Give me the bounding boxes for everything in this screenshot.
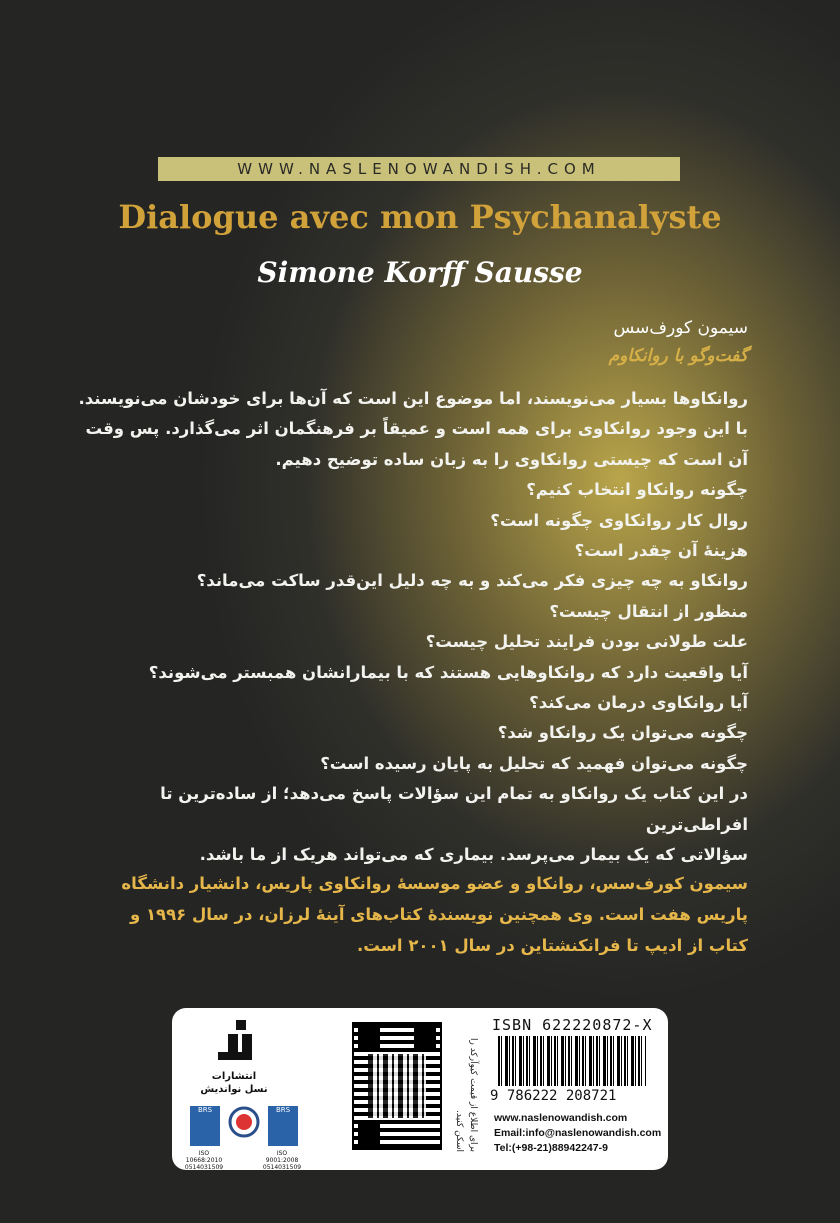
- barcode-number: 9 786222 208721: [490, 1088, 617, 1104]
- blurb-line: آن است که چیستی روانکاوی را به زبان ساده توضیح دهیم.: [275, 449, 748, 469]
- book-title-french: Dialogue avec mon Psychanalyste: [118, 198, 722, 236]
- publisher-line: نسل نواندیش: [200, 1084, 268, 1095]
- blurb-line: چگونه روانکاو انتخاب کنیم؟: [526, 480, 748, 500]
- qr-scan-note: برای اطلاع از قیمت کیوآرکد را اسکن کنید.: [454, 1038, 478, 1152]
- publisher-logo-icon: [210, 1018, 260, 1068]
- qr-code-icon: [352, 1022, 442, 1150]
- qr-pattern: [368, 1054, 426, 1118]
- blurb-line: آیا واقعیت دارد که روانکاوهایی هستند که با بیمارانشان همبستر می‌شوند؟: [148, 662, 748, 682]
- website-text: www.naslenowandish.com: [494, 1112, 628, 1124]
- publisher-line: انتشارات: [211, 1071, 257, 1082]
- brs-badge-icon: BRS: [190, 1106, 220, 1146]
- bio-line: کتاب از ادیپ تا فرانکنشتاین در سال ۲۰۰۱ است.: [356, 936, 748, 955]
- website-url-band: WWW.NASLENOWANDISH.COM: [158, 157, 680, 181]
- blurb-line: روال کار روانکاوی چگونه است؟: [490, 510, 748, 530]
- phone-text: Tel:(+98-21)88942247-9: [494, 1142, 608, 1154]
- blurb-line: علت طولانی بودن فرایند تحلیل چیست؟: [425, 632, 748, 652]
- bio-line: سیمون کورف‌سس، روانکاو و عضو موسسهٔ روانکاوی پاریس، دانشیار دانشگاه: [121, 874, 748, 893]
- blurb-line: هزینهٔ آن چقدر است؟: [574, 541, 748, 561]
- publisher-name: [192, 1070, 276, 1096]
- isbn-panel: [172, 1008, 668, 1170]
- blurb-line: چگونه می‌توان فهمید که تحلیل به پایان رسیده است؟: [320, 753, 748, 773]
- blurb-line: چگونه می‌توان یک روانکاو شد؟: [497, 723, 748, 743]
- blurb-line: در این کتاب یک روانکاو به تمام این سؤالات پاسخ می‌دهد؛ از ساده‌ترین تا افراطی‌ترین: [160, 784, 748, 834]
- blurb-text: [68, 384, 748, 871]
- book-title-persian: گفت‌وگو با روانکاوم: [608, 346, 748, 366]
- seal-badge-icon: [228, 1106, 260, 1146]
- author-name-french: Simone Korff Sausse: [257, 256, 583, 289]
- cert-label: ISO 10668:2010 0514031509: [184, 1150, 224, 1171]
- blurb-line: روانکاوها بسیار می‌نویسند، اما موضوع این است که آن‌ها برای خودشان می‌نویسند.: [78, 389, 748, 408]
- blurb-line: منظور از انتقال چیست؟: [549, 601, 748, 621]
- author-name-persian: سیمون کورف‌سس: [613, 318, 748, 338]
- author-bio: [68, 868, 748, 961]
- barcode-icon: [498, 1036, 646, 1086]
- brs-badge-icon: BRS: [268, 1106, 298, 1146]
- bio-line: پاریس هفت است. وی همچنین نویسندهٔ کتاب‌های آینهٔ لرزان، در سال ۱۹۹۶ و: [129, 905, 748, 924]
- cert-label: ISO 9001:2008 0514031509: [262, 1150, 302, 1171]
- blurb-line: روانکاو به چه چیزی فکر می‌کند و به چه دلیل این‌قدر ساکت می‌ماند؟: [196, 571, 748, 591]
- isbn-label: ISBN 622220872-X: [492, 1016, 653, 1034]
- blurb-line: با این وجود روانکاوی برای همه است و عمیقاً بر فرهنگمان اثر می‌گذارد. پس وقت: [85, 419, 748, 439]
- blurb-line: سؤالاتی که یک بیمار می‌پرسد. بیماری که می‌تواند هریک از ما باشد.: [199, 845, 748, 865]
- email-text: Email:info@naslenowandish.com: [494, 1127, 662, 1139]
- blurb-line: آیا روانکاوی درمان می‌کند؟: [529, 693, 748, 713]
